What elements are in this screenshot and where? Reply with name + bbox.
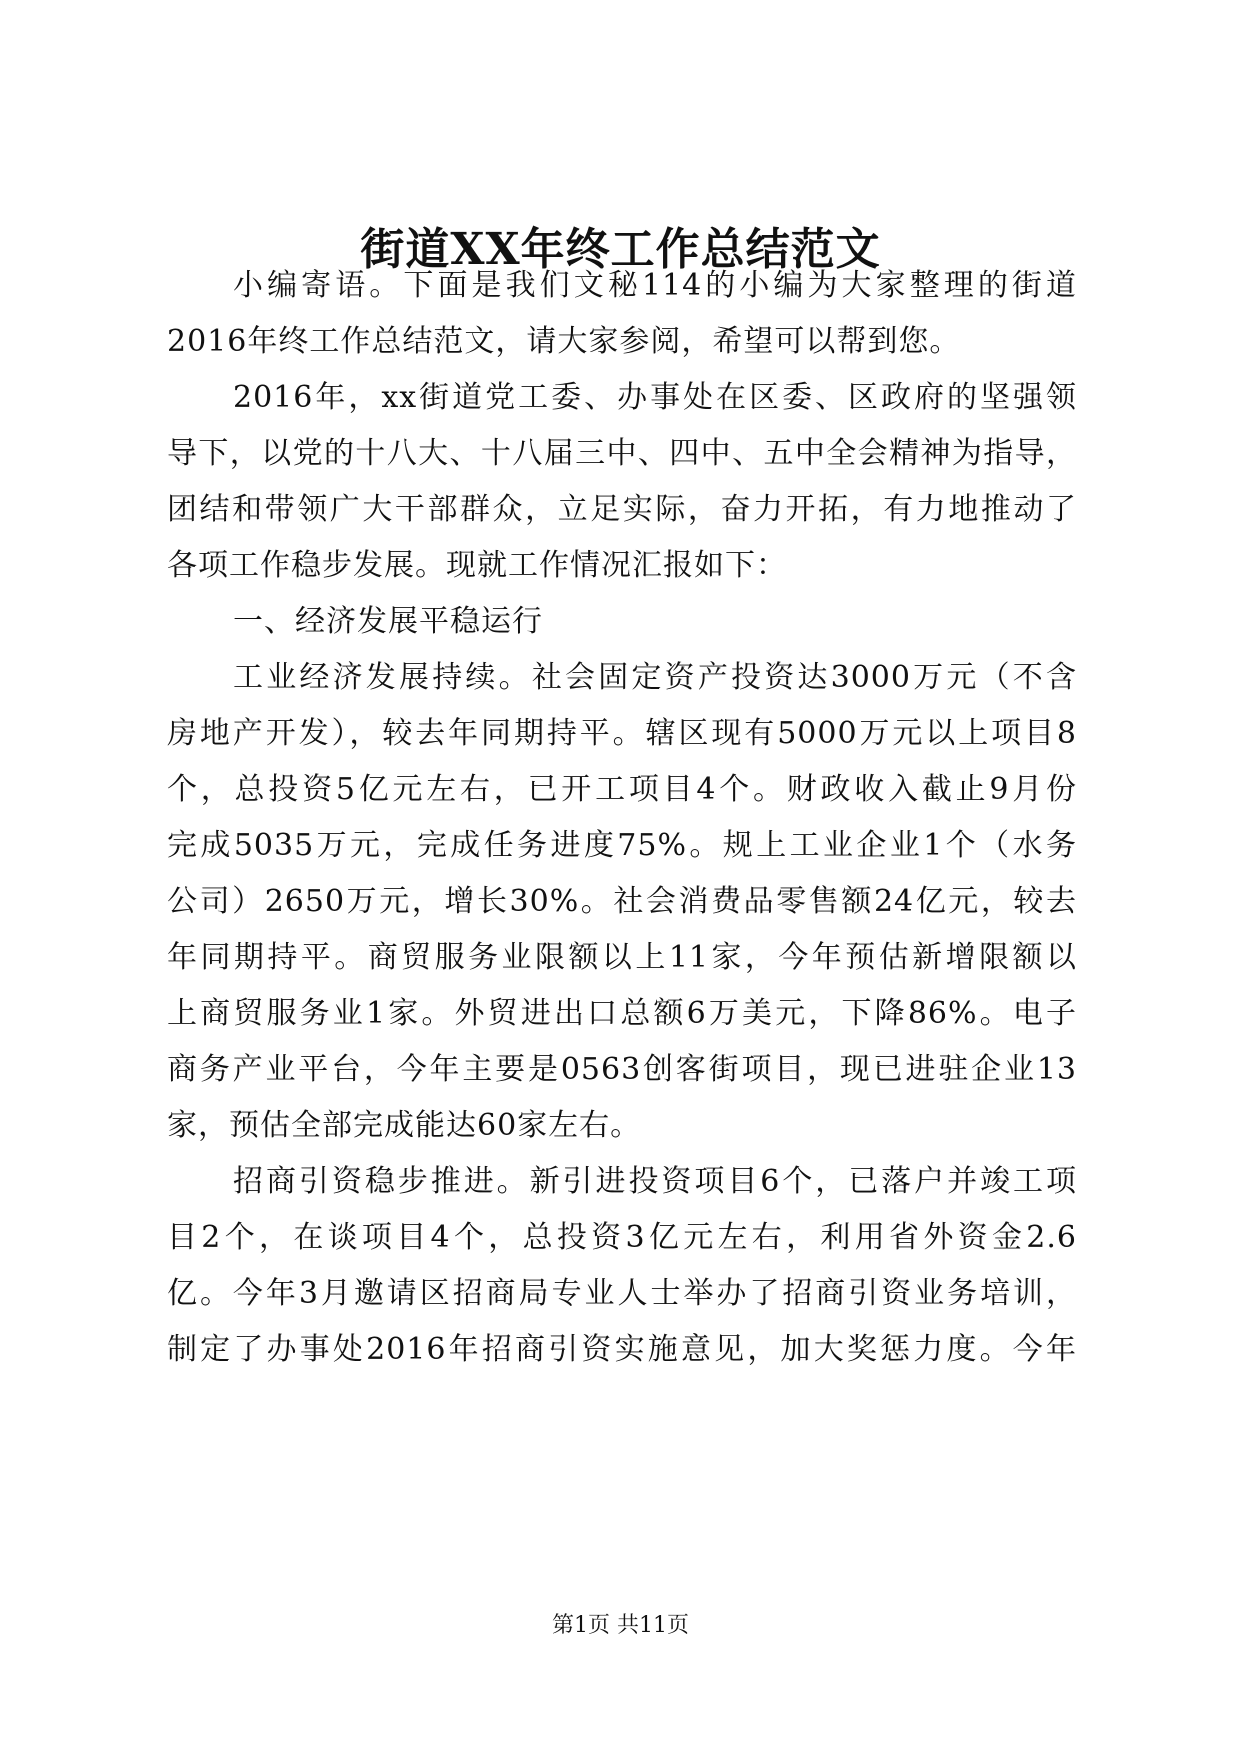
paragraph-line: 房地产开发），较去年同期持平。辖区现有5000万元以上项目8 (167, 716, 1077, 751)
document-title: 街道XX年终工作总结范文 (360, 224, 881, 275)
paragraph-line: 个，总投资5亿元左右，已开工项目4个。财政收入截止9月份 (167, 772, 1077, 807)
paragraph-line: 团结和带领广大干部群众，立足实际，奋力开拓，有力地推动了 (167, 492, 1077, 527)
paragraph-line: 上商贸服务业1家。外贸进出口总额6万美元，下降86%。电子 (167, 996, 1077, 1031)
section-heading: 一、经济发展平稳运行 (233, 604, 543, 639)
paragraph-line: 工业经济发展持续。社会固定资产投资达3000万元（不含 (233, 660, 1077, 695)
page-indicator: 第1页 共11页 (552, 1613, 689, 1638)
paragraph-line: 目2个，在谈项目4个，总投资3亿元左右，利用省外资金2.6 (167, 1220, 1077, 1255)
paragraph-line: 商务产业平台，今年主要是0563创客街项目，现已进驻企业13 (167, 1052, 1077, 1087)
paragraph-line: 完成5035万元，完成任务进度75%。规上工业企业1个（水务 (167, 828, 1077, 863)
paragraph-line: 招商引资稳步推进。新引进投资项目6个，已落户并竣工项 (233, 1164, 1077, 1199)
paragraph-line: 小编寄语。下面是我们文秘114的小编为大家整理的街道 (233, 268, 1077, 303)
paragraph-line: 2016年，xx街道党工委、办事处在区委、区政府的坚强领 (233, 380, 1077, 415)
paragraph-line: 各项工作稳步发展。现就工作情况汇报如下： (167, 548, 787, 583)
paragraph-line: 导下，以党的十八大、十八届三中、四中、五中全会精神为指导， (167, 436, 1077, 471)
paragraph-line: 2016年终工作总结范文，请大家参阅，希望可以帮到您。 (167, 324, 961, 359)
paragraph-line: 亿。今年3月邀请区招商局专业人士举办了招商引资业务培训， (167, 1276, 1077, 1311)
paragraph-line: 制定了办事处2016年招商引资实施意见，加大奖惩力度。今年 (167, 1332, 1077, 1367)
paragraph-line: 家，预估全部完成能达60家左右。 (167, 1108, 642, 1143)
paragraph-line: 公司）2650万元，增长30%。社会消费品零售额24亿元，较去 (167, 884, 1077, 919)
paragraph-line: 年同期持平。商贸服务业限额以上11家，今年预估新增限额以 (167, 940, 1077, 975)
